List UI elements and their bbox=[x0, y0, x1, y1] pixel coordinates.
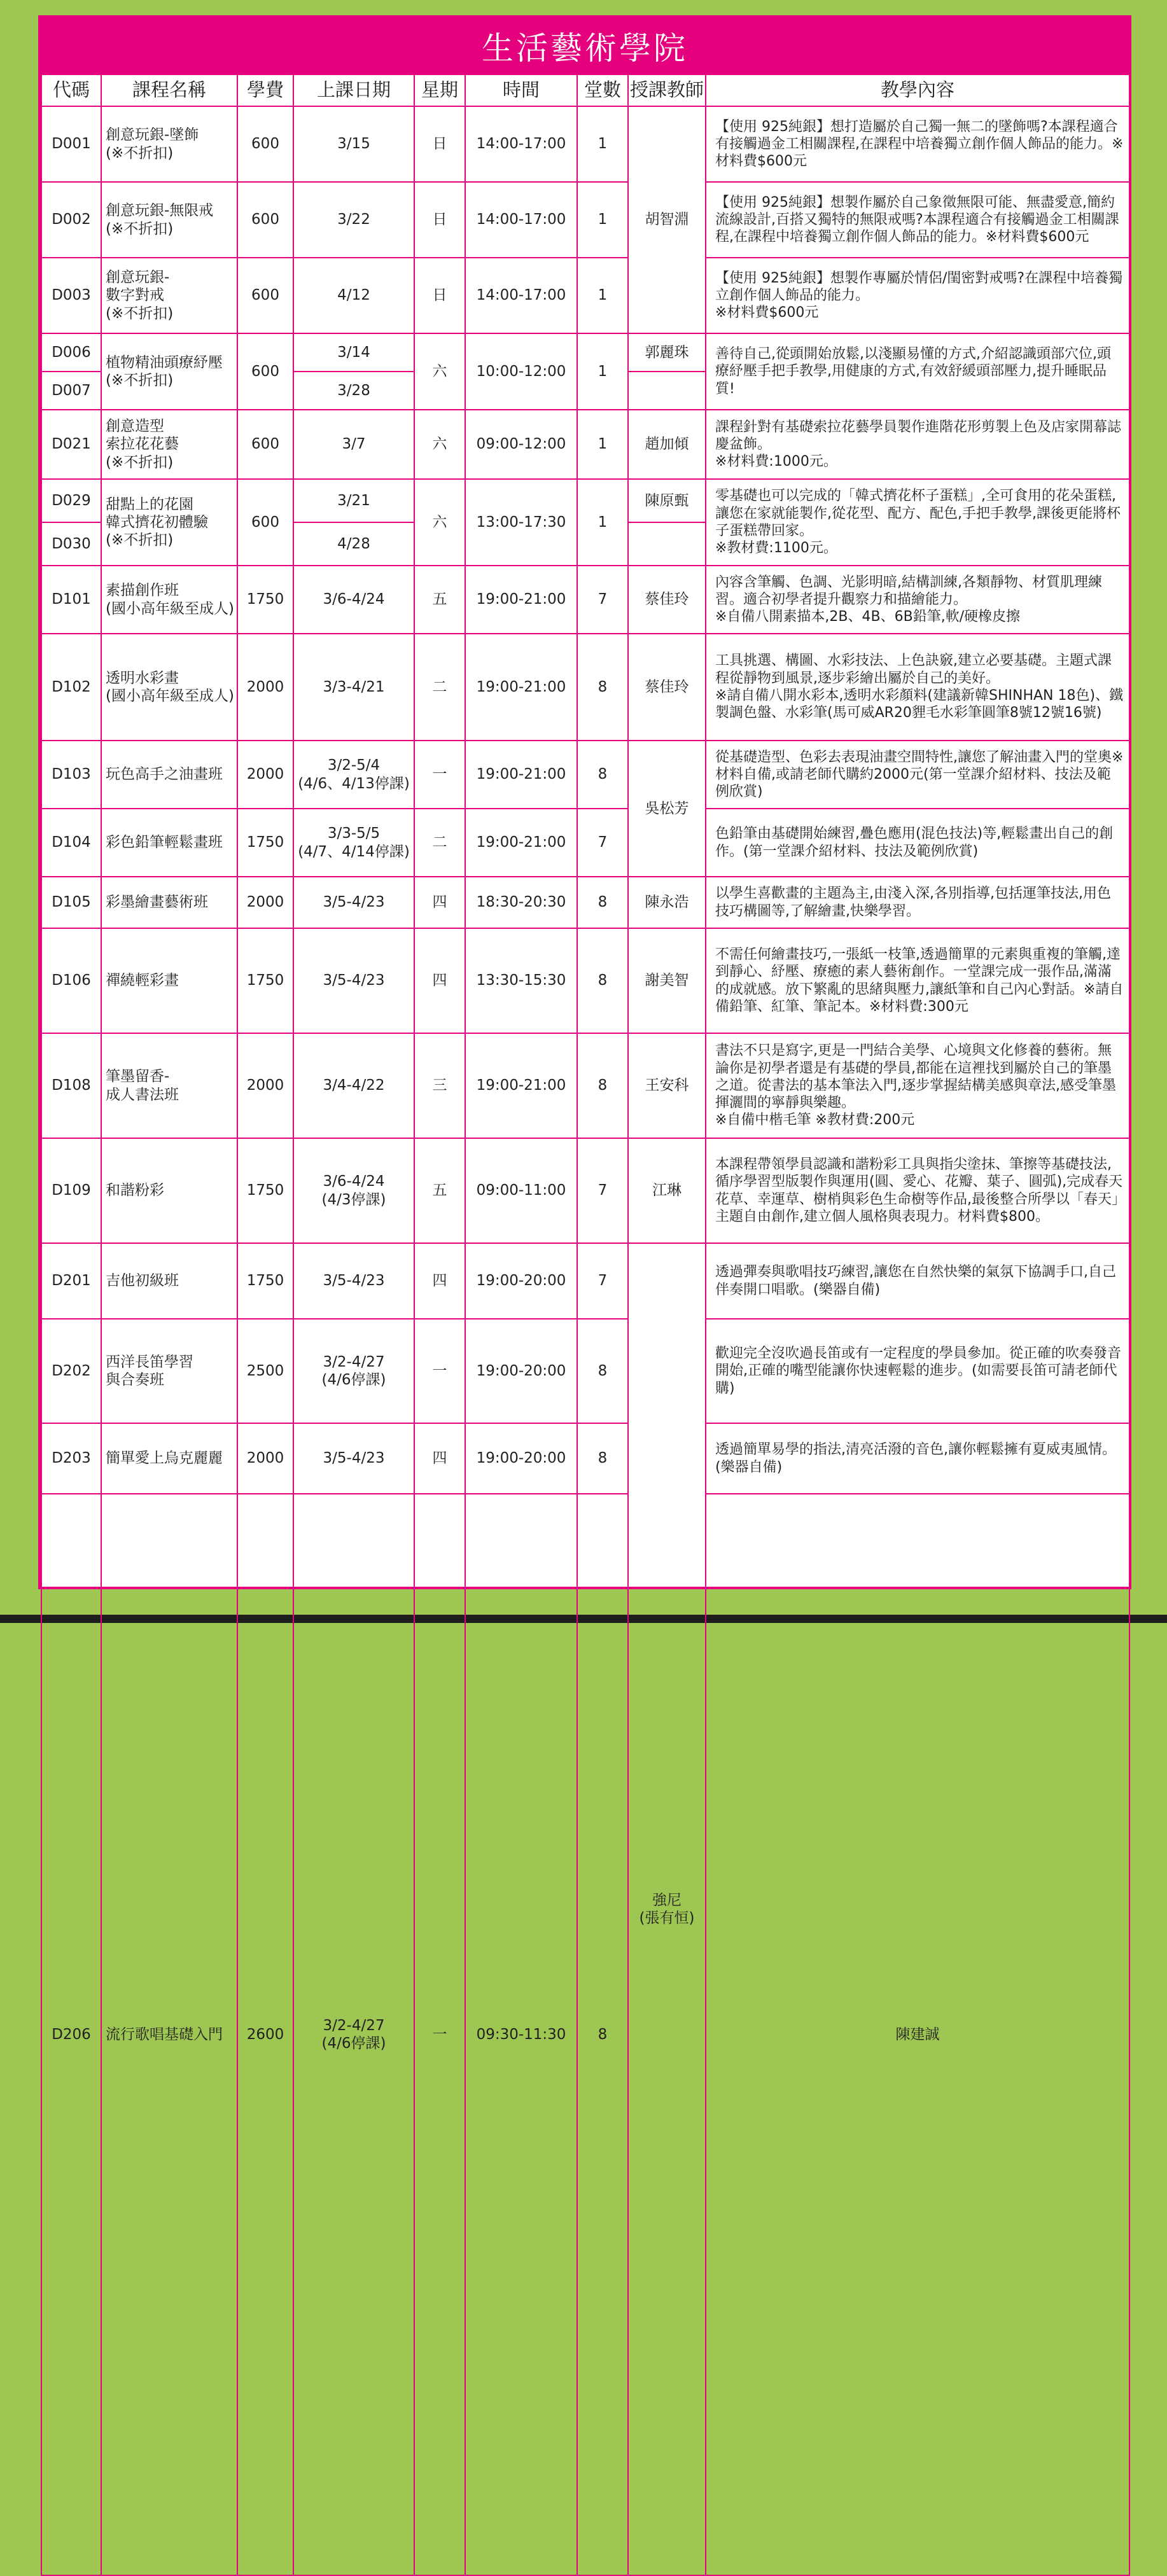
course-day: 四 bbox=[414, 1243, 465, 1319]
course-code: D103 bbox=[41, 741, 101, 809]
course-day: 四 bbox=[414, 928, 465, 1033]
course-teacher: 胡智淵 bbox=[628, 106, 706, 333]
course-fee: 1750 bbox=[237, 809, 293, 877]
course-fee: 2000 bbox=[237, 1423, 293, 1494]
course-fee: 600 bbox=[237, 410, 293, 479]
course-day: 二 bbox=[414, 634, 465, 741]
course-code: D102 bbox=[41, 634, 101, 741]
course-content: 色鉛筆由基礎開始練習,疊色應用(混色技法)等,輕鬆畫出自己的創作。(第一堂課介紹材料、技法及範例欣賞) bbox=[706, 809, 1129, 877]
table-row bbox=[41, 877, 1129, 928]
course-date: 3/5-4/23 bbox=[293, 1423, 414, 1494]
course-fee: 2000 bbox=[237, 634, 293, 741]
course-sessions: 1 bbox=[577, 410, 628, 479]
course-teacher: 吳松芳 bbox=[628, 741, 706, 877]
course-code: D029 bbox=[41, 479, 101, 522]
table-row bbox=[41, 566, 1129, 634]
course-sessions: 7 bbox=[577, 566, 628, 634]
course-content: 從基礎造型、色彩去表現油畫空間特性,讓您了解油畫入門的堂奧※材料自備,或請老師代購約2000元(第一堂課介紹材料、技法及範例欣賞) bbox=[706, 741, 1129, 809]
course-content: 【使用 925純銀】想打造屬於自己獨一無二的墜飾嗎?本課程適合有接觸過金工相關課程,在課程中培養獨立創作個人飾品的能力。※材料費$600元 bbox=[706, 106, 1129, 182]
course-content: 書法不只是寫字,更是一門結合美學、心境與文化修養的藝術。無論你是初學者還是有基礎的學員,都能在這裡找到屬於自己的筆墨之道。從書法的基本筆法入門,逐步掌握結構美感與章法,感受筆墨揮灑間的寧靜與樂趣。 ※自備中楷毛筆 ※教材費:200元 bbox=[706, 1033, 1129, 1138]
course-sessions: 1 bbox=[577, 106, 628, 182]
course-day: 一 bbox=[414, 1319, 465, 1423]
course-name: 創意玩銀-無限戒 (※不折扣) bbox=[101, 182, 237, 258]
course-code: D108 bbox=[41, 1033, 101, 1138]
course-teacher: 趙加傾 bbox=[628, 410, 706, 479]
header-day: 星期 bbox=[414, 74, 465, 106]
course-name: 植物精油頭療紓壓 (※不折扣) bbox=[101, 333, 237, 410]
course-fee: 600 bbox=[237, 182, 293, 258]
course-name: 簡單愛上烏克麗麗 bbox=[101, 1423, 237, 1494]
course-date: 3/2-4/27 (4/6停課) bbox=[293, 1319, 414, 1423]
course-fee: 1750 bbox=[237, 928, 293, 1033]
header-sessions: 堂數 bbox=[577, 74, 628, 106]
course-content: 【使用 925純銀】想製作專屬於情侶/閨密對戒嗎?在課程中培養獨立創作個人飾品的能力。 ※材料費$600元 bbox=[706, 258, 1129, 333]
course-time: 19:00-20:00 bbox=[465, 1243, 577, 1319]
course-content: 以學生喜歡畫的主題為主,由淺入深,各別指導,包括運筆技法,用色技巧構圖等,了解繪畫,快樂學習。 bbox=[706, 877, 1129, 928]
course-fee: 2000 bbox=[237, 1033, 293, 1138]
course-date: 3/21 bbox=[293, 479, 414, 522]
course-date: 3/2-4/27 (4/6停課) bbox=[293, 1494, 414, 2575]
course-name: 和諧粉彩 bbox=[101, 1138, 237, 1243]
course-time: 19:00-21:00 bbox=[465, 741, 577, 809]
course-name: 彩墨繪畫藝術班 bbox=[101, 877, 237, 928]
course-teacher: 郭麗珠 bbox=[628, 333, 706, 372]
course-sessions: 8 bbox=[577, 1033, 628, 1138]
header-row bbox=[41, 74, 1129, 106]
course-code: D104 bbox=[41, 809, 101, 877]
table-row bbox=[41, 928, 1129, 1033]
course-fee: 1750 bbox=[237, 1243, 293, 1319]
course-code: D201 bbox=[41, 1243, 101, 1319]
course-time: 10:00-12:00 bbox=[465, 333, 577, 410]
course-code: D109 bbox=[41, 1138, 101, 1243]
course-name: 素描創作班 (國小高年級至成人) bbox=[101, 566, 237, 634]
course-fee: 2600 bbox=[237, 1494, 293, 2575]
header-date: 上課日期 bbox=[293, 74, 414, 106]
course-name: 西洋長笛學習 與合奏班 bbox=[101, 1319, 237, 1423]
course-name: 流行歌唱基礎入門 bbox=[101, 1494, 237, 2575]
course-date: 3/5-4/23 bbox=[293, 928, 414, 1033]
course-sessions: 8 bbox=[577, 1494, 628, 2575]
course-fee: 1750 bbox=[237, 566, 293, 634]
course-day: 日 bbox=[414, 106, 465, 182]
course-sessions: 8 bbox=[577, 741, 628, 809]
course-date: 3/7 bbox=[293, 410, 414, 479]
table-row bbox=[41, 410, 1129, 479]
course-date: 3/2-5/4 (4/6、4/13停課) bbox=[293, 741, 414, 809]
course-teacher: 謝美智 bbox=[628, 928, 706, 1033]
course-date: 3/6-4/24 bbox=[293, 566, 414, 634]
course-day: 一 bbox=[414, 741, 465, 809]
header-fee: 學費 bbox=[237, 74, 293, 106]
course-name: 創意玩銀-墜飾 (※不折扣) bbox=[101, 106, 237, 182]
course-date: 4/12 bbox=[293, 258, 414, 333]
table-row bbox=[41, 634, 1129, 741]
course-sessions: 8 bbox=[577, 634, 628, 741]
course-content: 工具挑選、構圖、水彩技法、上色訣竅,建立必要基礎。主題式課程從靜物到風景,逐步彩繪出屬於自己的美好。 ※請自備八開水彩本,透明水彩顏料(建議新韓SHINHAN 18色)、鐵製調色盤、水彩筆(馬可威AR20貍毛水彩筆圓筆8號12號16號) bbox=[706, 634, 1129, 741]
course-name: 筆墨留香- 成人書法班 bbox=[101, 1033, 237, 1138]
header-name: 課程名稱 bbox=[101, 74, 237, 106]
course-content: 零基礎也可以完成的「韓式擠花杯子蛋糕」,全可食用的花朵蛋糕,讓您在家就能製作,從花型、配方、配色,手把手教學,課後更能將杯子蛋糕帶回家。 ※教材費:1100元。 bbox=[706, 479, 1129, 566]
course-name: 禪繞輕彩畫 bbox=[101, 928, 237, 1033]
course-day: 五 bbox=[414, 1138, 465, 1243]
course-code: D106 bbox=[41, 928, 101, 1033]
course-date: 3/4-4/22 bbox=[293, 1033, 414, 1138]
course-teacher: 陳原甄 bbox=[628, 479, 706, 522]
course-content: 不需任何繪畫技巧,一張紙一枝筆,透過簡單的元素與重複的筆觸,達到靜心、紓壓、療癒的素人藝術創作。一堂課完成一張作品,滿滿的成就感。放下繁亂的思緒與壓力,讓紙筆和自己內心對話。※請自備鉛筆、紅筆、筆記本。※材料費:300元 bbox=[706, 928, 1129, 1033]
header-code: 代碼 bbox=[41, 74, 101, 106]
table-row bbox=[41, 258, 1129, 333]
header-teacher: 授課教師 bbox=[628, 74, 706, 106]
course-content: 內容含筆觸、色調、光影明暗,結構訓練,各類靜物、材質肌理練習。適合初學者提升觀察力和描繪能力。 ※自備八開素描本,2B、4B、6B鉛筆,軟/硬橡皮擦 bbox=[706, 566, 1129, 634]
course-sessions: 8 bbox=[577, 1319, 628, 1423]
course-time: 13:30-15:30 bbox=[465, 928, 577, 1033]
course-fee: 600 bbox=[237, 258, 293, 333]
course-sessions: 8 bbox=[577, 928, 628, 1033]
course-sessions: 1 bbox=[577, 258, 628, 333]
course-fee: 600 bbox=[237, 479, 293, 566]
course-day: 六 bbox=[414, 410, 465, 479]
course-code: D002 bbox=[41, 182, 101, 258]
course-name: 吉他初級班 bbox=[101, 1243, 237, 1319]
course-time: 13:00-17:30 bbox=[465, 479, 577, 566]
course-date: 3/5-4/23 bbox=[293, 877, 414, 928]
course-day: 日 bbox=[414, 258, 465, 333]
course-code: D101 bbox=[41, 566, 101, 634]
course-time: 14:00-17:00 bbox=[465, 258, 577, 333]
course-fee: 2500 bbox=[237, 1319, 293, 1423]
table-row bbox=[41, 333, 1129, 372]
course-time: 19:00-21:00 bbox=[465, 809, 577, 877]
course-teacher: 陳建誠 bbox=[706, 1494, 1129, 2575]
table-row bbox=[41, 1138, 1129, 1243]
course-day: 四 bbox=[414, 1423, 465, 1494]
course-time: 09:00-11:00 bbox=[465, 1138, 577, 1243]
course-name: 透明水彩畫 (國小高年級至成人) bbox=[101, 634, 237, 741]
course-code: D021 bbox=[41, 410, 101, 479]
course-date: 3/5-4/23 bbox=[293, 1243, 414, 1319]
course-teacher: 強尼 (張有恒) bbox=[628, 1243, 706, 2575]
course-content: 【使用 925純銀】想製作屬於自己象徵無限可能、無盡愛意,簡約流線設計,百搭又獨特的無限戒嗎?本課程適合有接觸過金工相關課程,在課程中培養獨立創作個人飾品的能力。※材料費$600元 bbox=[706, 182, 1129, 258]
course-time: 18:30-20:30 bbox=[465, 877, 577, 928]
course-table bbox=[41, 74, 1130, 2576]
course-code: D030 bbox=[41, 522, 101, 566]
course-teacher: 王安科 bbox=[628, 1033, 706, 1138]
course-teacher: 江琳 bbox=[628, 1138, 706, 1243]
course-sessions: 1 bbox=[577, 479, 628, 566]
course-time: 09:00-12:00 bbox=[465, 410, 577, 479]
course-date: 3/14 bbox=[293, 333, 414, 372]
course-code: D206 bbox=[41, 1494, 101, 2575]
course-code: D203 bbox=[41, 1423, 101, 1494]
course-sessions: 7 bbox=[577, 1243, 628, 1319]
course-teacher: 蔡佳玲 bbox=[628, 634, 706, 741]
course-name: 創意玩銀- 數字對戒 (※不折扣) bbox=[101, 258, 237, 333]
course-fee: 2000 bbox=[237, 741, 293, 809]
course-content: 歡迎完全沒吹過長笛或有一定程度的學員參加。從正確的吹奏發音開始,正確的嘴型能讓你快速輕鬆的進步。(如需要長笛可請老師代購) bbox=[706, 1319, 1129, 1423]
course-day: 六 bbox=[414, 479, 465, 566]
course-sessions: 8 bbox=[577, 877, 628, 928]
course-name: 甜點上的花園 韓式擠花初體驗 (※不折扣) bbox=[101, 479, 237, 566]
course-code: D003 bbox=[41, 258, 101, 333]
course-teacher: 蔡佳玲 bbox=[628, 566, 706, 634]
course-day: 四 bbox=[414, 877, 465, 928]
table-row bbox=[41, 1423, 1129, 1494]
course-time: 14:00-17:00 bbox=[465, 182, 577, 258]
table-row bbox=[41, 182, 1129, 258]
course-content: 透過簡單易學的指法,清亮活潑的音色,讓你輕鬆擁有夏威夷風情。(樂器自備) bbox=[706, 1423, 1129, 1494]
course-content: 透過彈奏與歌唱技巧練習,讓您在自然快樂的氣氛下協調手口,自己伴奏開口唱歌。(樂器自備) bbox=[706, 1243, 1129, 1319]
course-sessions: 7 bbox=[577, 1138, 628, 1243]
course-time: 19:00-21:00 bbox=[465, 634, 577, 741]
course-fee: 1750 bbox=[237, 1138, 293, 1243]
course-date: 4/28 bbox=[293, 522, 414, 566]
course-time: 19:00-20:00 bbox=[465, 1423, 577, 1494]
course-date: 3/3-5/5 (4/7、4/14停課) bbox=[293, 809, 414, 877]
course-name: 彩色鉛筆輕鬆畫班 bbox=[101, 809, 237, 877]
course-fee: 600 bbox=[237, 333, 293, 410]
course-date: 3/22 bbox=[293, 182, 414, 258]
course-time: 09:30-11:30 bbox=[465, 1494, 577, 2575]
course-day: 五 bbox=[414, 566, 465, 634]
course-code: D006 bbox=[41, 333, 101, 372]
course-time: 14:00-17:00 bbox=[465, 106, 577, 182]
course-teacher: 陳永浩 bbox=[628, 877, 706, 928]
course-content: 本課程帶領學員認識和諧粉彩工具與指尖塗抹、筆擦等基礎技法,循序學習型版製作與運用(圓、愛心、花瓣、葉子、圓弧),完成春天花草、幸運草、樹梢與彩色生命樹等作品,最後整合所學以「春天」主題自由創作,建立個人風格與表現力。材料費$800。 bbox=[706, 1138, 1129, 1243]
table-row bbox=[41, 1319, 1129, 1423]
course-time: 19:00-21:00 bbox=[465, 566, 577, 634]
course-sessions: 1 bbox=[577, 182, 628, 258]
course-sessions: 7 bbox=[577, 809, 628, 877]
course-code: D001 bbox=[41, 106, 101, 182]
course-day: 二 bbox=[414, 809, 465, 877]
table-row bbox=[41, 106, 1129, 182]
course-date: 3/15 bbox=[293, 106, 414, 182]
course-day: 一 bbox=[414, 1494, 465, 2575]
page-title: 生活藝術學院 bbox=[41, 18, 1129, 74]
course-code: D202 bbox=[41, 1319, 101, 1423]
table-row bbox=[41, 1033, 1129, 1138]
table-body bbox=[41, 106, 1129, 2575]
course-time: 19:00-21:00 bbox=[465, 1033, 577, 1138]
table-row bbox=[41, 479, 1129, 522]
course-sessions: 1 bbox=[577, 333, 628, 410]
table-row bbox=[41, 809, 1129, 877]
course-time: 19:00-20:00 bbox=[465, 1319, 577, 1423]
course-day: 六 bbox=[414, 333, 465, 410]
course-date: 3/28 bbox=[293, 372, 414, 410]
course-sheet bbox=[38, 15, 1131, 2052]
course-name: 創意造型 索拉花花藝 (※不折扣) bbox=[101, 410, 237, 479]
course-sessions: 8 bbox=[577, 1423, 628, 1494]
course-fee: 2000 bbox=[237, 877, 293, 928]
table-row bbox=[41, 1243, 1129, 1319]
course-fee: 600 bbox=[237, 106, 293, 182]
course-date: 3/3-4/21 bbox=[293, 634, 414, 741]
course-name: 玩色高手之油畫班 bbox=[101, 741, 237, 809]
course-day: 日 bbox=[414, 182, 465, 258]
course-date: 3/6-4/24 (4/3停課) bbox=[293, 1138, 414, 1243]
table-row bbox=[41, 741, 1129, 809]
course-code: D007 bbox=[41, 372, 101, 410]
course-content: 課程針對有基礎索拉花藝學員製作進階花形剪製上色及店家開幕誌慶盆飾。 ※材料費:1000元。 bbox=[706, 410, 1129, 479]
course-code: D105 bbox=[41, 877, 101, 928]
header-content: 教學內容 bbox=[706, 74, 1129, 106]
course-content: 善待自己,從頭開始放鬆,以淺顯易懂的方式,介紹認識頭部穴位,頭療紓壓手把手教學,用健康的方式,有效舒緩頭部壓力,提升睡眠品質! bbox=[706, 333, 1129, 410]
course-day: 三 bbox=[414, 1033, 465, 1138]
header-time: 時間 bbox=[465, 74, 577, 106]
table-row bbox=[41, 1494, 1129, 2575]
